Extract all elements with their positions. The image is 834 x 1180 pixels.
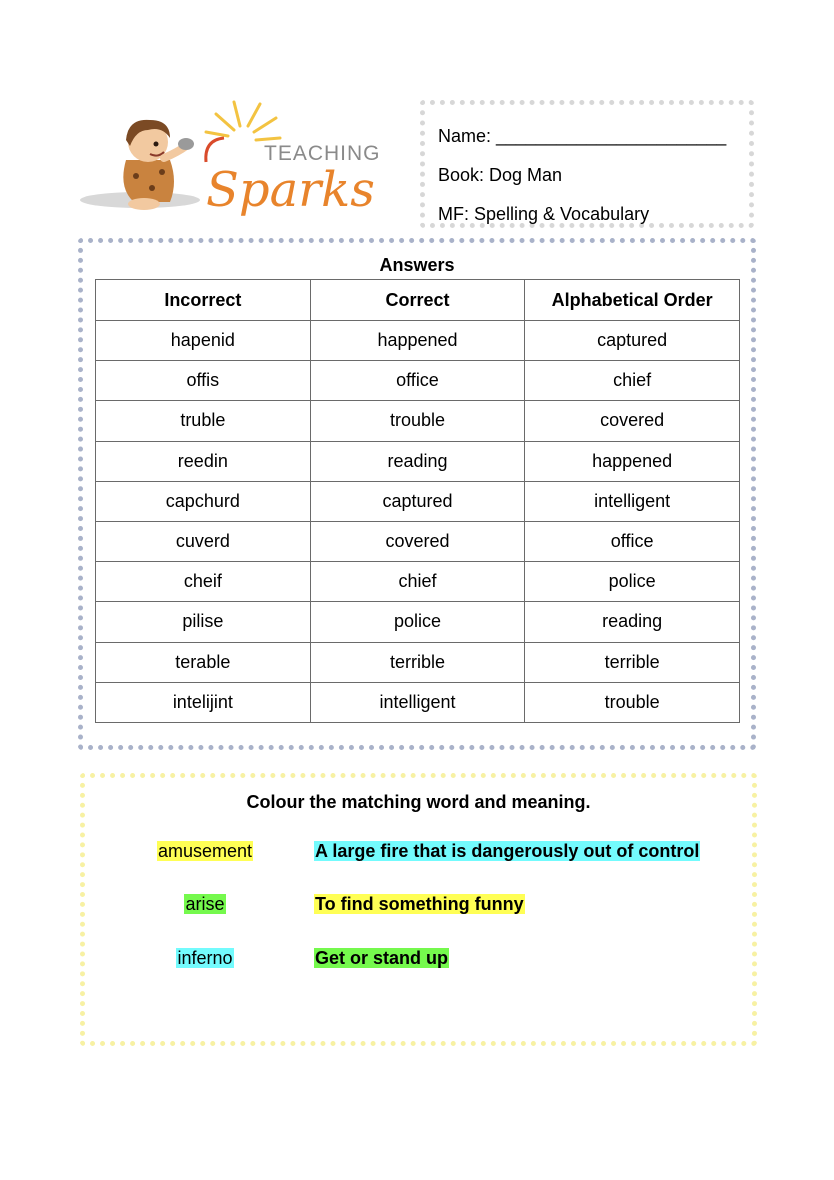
table-row [96, 481, 740, 521]
incorrect-cell: pilise [96, 602, 311, 642]
header-correct: Correct [310, 280, 525, 321]
book-label: Book: Dog Man [438, 165, 563, 185]
table-row [96, 441, 740, 481]
alphabetical-cell: office [525, 521, 740, 561]
incorrect-cell: cheif [96, 562, 311, 602]
table-row [96, 562, 740, 602]
correct-cell: intelligent [310, 682, 525, 722]
table-row [96, 642, 740, 682]
incorrect-cell: reedin [96, 441, 311, 481]
alphabetical-cell: police [525, 562, 740, 602]
answers-title: Answers [379, 255, 455, 275]
word-highlight[interactable]: arise [185, 894, 225, 914]
meaning-highlight[interactable]: Get or stand up [315, 948, 449, 968]
meaning-highlight[interactable]: To find something funny [315, 894, 524, 914]
table-row [96, 321, 740, 361]
incorrect-cell: cuverd [96, 521, 311, 561]
mf-label: MF: Spelling & Vocabulary [438, 204, 650, 224]
table-header-row [96, 280, 740, 321]
header-alphabetical-order: Alphabetical Order [525, 280, 740, 321]
alphabetical-cell: covered [525, 401, 740, 441]
correct-cell: police [310, 602, 525, 642]
teaching-sparks-logo [78, 96, 398, 222]
table-row [96, 361, 740, 401]
correct-cell: captured [310, 481, 525, 521]
incorrect-cell: truble [96, 401, 311, 441]
name-field[interactable]: Name: _______________________ [438, 126, 727, 146]
meaning-highlight[interactable]: A large fire that is dangerously out of control [315, 841, 700, 861]
correct-cell: covered [310, 521, 525, 561]
matching-instructions: Colour the matching word and meaning. [246, 792, 591, 812]
logo-brand-top: TEACHING [264, 142, 381, 165]
correct-cell: trouble [310, 401, 525, 441]
table-row [96, 682, 740, 722]
alphabetical-cell: happened [525, 441, 740, 481]
answers-panel [78, 238, 756, 750]
matching-panel [80, 773, 757, 1046]
alphabetical-cell: captured [525, 321, 740, 361]
header-incorrect: Incorrect [96, 280, 311, 321]
answers-table [95, 279, 740, 723]
correct-cell: reading [310, 441, 525, 481]
incorrect-cell: capchurd [96, 481, 311, 521]
correct-cell: office [310, 361, 525, 401]
alphabetical-cell: trouble [525, 682, 740, 722]
table-row [96, 521, 740, 561]
incorrect-cell: intelijint [96, 682, 311, 722]
incorrect-cell: terable [96, 642, 311, 682]
table-row [96, 602, 740, 642]
incorrect-cell: hapenid [96, 321, 311, 361]
alphabetical-cell: reading [525, 602, 740, 642]
incorrect-cell: offis [96, 361, 311, 401]
alphabetical-cell: terrible [525, 642, 740, 682]
correct-cell: terrible [310, 642, 525, 682]
alphabetical-cell: chief [525, 361, 740, 401]
word-highlight[interactable]: inferno [177, 948, 233, 968]
matching-pair [85, 839, 752, 865]
logo-brand-bottom: Sparks [206, 162, 375, 218]
correct-cell: chief [310, 562, 525, 602]
alphabetical-cell: intelligent [525, 481, 740, 521]
word-highlight[interactable]: amusement [157, 841, 253, 861]
matching-pair [85, 892, 752, 918]
matching-pair [85, 946, 752, 972]
student-info-box [420, 100, 754, 228]
table-row [96, 401, 740, 441]
correct-cell: happened [310, 321, 525, 361]
